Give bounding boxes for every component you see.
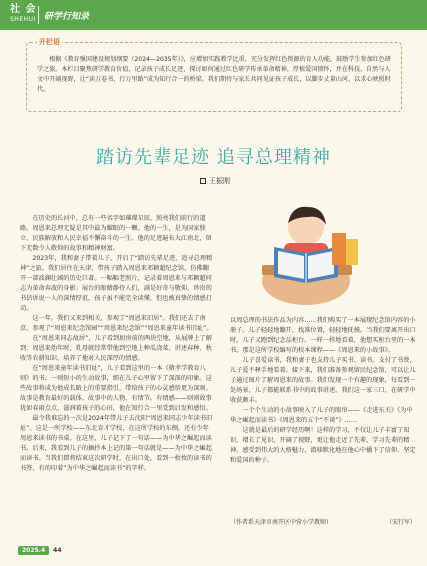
page-number: 44	[53, 547, 62, 554]
intro-label: 开栏语	[39, 38, 60, 46]
author-bio-line	[230, 517, 416, 526]
author-bio: （作者系天津市南开区中营小学教师）	[230, 519, 333, 526]
paragraph: 在“周恩来童年读书旧址”，儿子看到这里的一本《敬孝学教育八则》的书。一则短小的生动故事，细在儿子心里留下了深深的印象。这些故事将成为他成长路上的重要指引，带给孩子的心灵感悟更为深刻。故事是教育最好的载体。故事中的人物、有情节，有情感——则则故事犹如春雨点点，滋润着孩子的心田，他在知行合一里受到启发和感悟。	[20, 365, 212, 412]
section-title: 研学行知录	[44, 12, 90, 22]
byline	[200, 176, 230, 186]
column-header-bar	[0, 0, 427, 30]
paragraph: 这一年，我们又来到相关，参观了“周恩来旧居”。我们还去了南京，参观了“周恩来纪念馆园”“周恩来纪念馆”“周恩来童年读书旧址”。	[20, 315, 213, 332]
issue-badge: 2025.4	[18, 546, 49, 555]
column-title: 社 会	[10, 4, 37, 15]
paragraph: 这就是最后的研学经历啊！这样的学习，不仅让儿子丰富了知识、增长了见识，开阔了视野，更让他走近了先辈，学习先辈的精神，感受到伟大的人格魅力，潜移默化地在他心中播下了信仰、坚定和爱国的种子。	[230, 427, 416, 464]
column-subtitle: SHEHUI	[10, 16, 36, 23]
article-title: 踏访先辈足迹 追寻总理精神	[96, 147, 331, 168]
paragraph: 在历史的长河中，总有一些名字如璀璨星辰，照亮我们前行的道路。周恩来总理无疑是其中最为耀眼的一颗。他的一生，是为国家独立、民族解放和人民幸福不懈奋斗的一生。他的足迹遍布大江南北，留下无数令人敬仰的故事和精神财富。	[20, 215, 212, 252]
editor-credit: （宋行军）	[385, 519, 416, 526]
header-divider	[38, 6, 39, 24]
intro-box	[26, 38, 402, 112]
author-name: 王振刚	[209, 177, 230, 185]
paragraph: 儿子喜爱读书，我和妻子也支持儿子买书、读书。支付了书费，儿子爱不释手地看着。接下来，我们准备参观留民纪念馆，可以让儿子通过图片了解周恩来的故事。我们发现一个有趣的现象，每看到一处场景，儿子都能联系书中的故事讲述。我们这一家三口，在研学中收获颇丰。	[230, 357, 416, 404]
paragraph: 一个个生动的小故事映入了儿子的眼帘——《走进东关》《为中华之崛起而读书》《周恩来的五个“不谈”》……	[230, 407, 413, 424]
paragraph: 以周总理的书法作品为内容……我们购买了一本展现纪念馆内容的小册子。儿子轻轻地翻开，找准位置，轻轻地抚摸。当我们要离开出口时，儿子又跑到纪念品柜台。一样一样地看着，他想买柜台里的一本书。那是这所学校编写的校本课程——《周恩来的小故事》。	[230, 317, 416, 354]
paragraph: 最令我难忘的一次是2024年带儿子去沈阳“周恩来同志少年读书旧址”。这是一所学校——东北育才学校，在这所学校的东侧，还有少年周恩来读书的书桌。在这里，儿子记下了一句话——为中华之崛起而读书。后来，我看到儿子的摘抄本上记的第一句话就是——为中华之崛起而读书。当我们即将结束这次研学时，在出口处，看到一枚枚的读书的书签，有的印着“为中华之崛起而读书”的字样。	[20, 415, 213, 472]
boy-reading-illustration	[234, 195, 374, 311]
paragraph: 在“周恩来同志故居”，儿子看到厨房前的两块空地，从展牌上了解到：周恩来幼年时，乳母就经常带他到空地上种瓜浇菜，讲述春种、秋收等农耕知识，培养了他对人民深厚的情感。	[20, 335, 213, 362]
page-footer	[18, 546, 62, 555]
square-bullet-icon	[200, 178, 206, 184]
article-left-column	[20, 214, 214, 474]
intro-text: 根据《教育强国建设规划纲要（2024—2035年）》，应增加实践教学比重，充分发挥红色资源的育人功能，鼓励学生参加红色研学之旅。本栏目聚焦研学教育价值，记录孩子成长足迹，探讨如何通过红色研学传承革命精神，厚植爱国情怀，并在科技、自然与人文中开阔视野，让“读万卷书，行万里路”成为知行合一的桥梁。我们期待与家长共同见证孩子成长，以脚步丈量山河，以求心映照时代。	[37, 56, 391, 93]
article-right-column	[230, 316, 416, 466]
paragraph: 2023年，我和妻子带着儿子，开启了“踏访先辈足迹，追寻总理精神”之旅。我们居住在天津，带孩子踏入周恩来邓颖超纪念馆，仿佛翻开一部波澜壮阔的历史巨著。一幅幅老照片，记录着周恩来与邓颖超同志为革命奔波的身影；展台的眼睛静待人们，满是好奇与敬仰，珍贵的书信诉说一人的深情厚谊，孩子虽不能完全读懂，但也被真挚的情感打动。	[20, 255, 213, 312]
